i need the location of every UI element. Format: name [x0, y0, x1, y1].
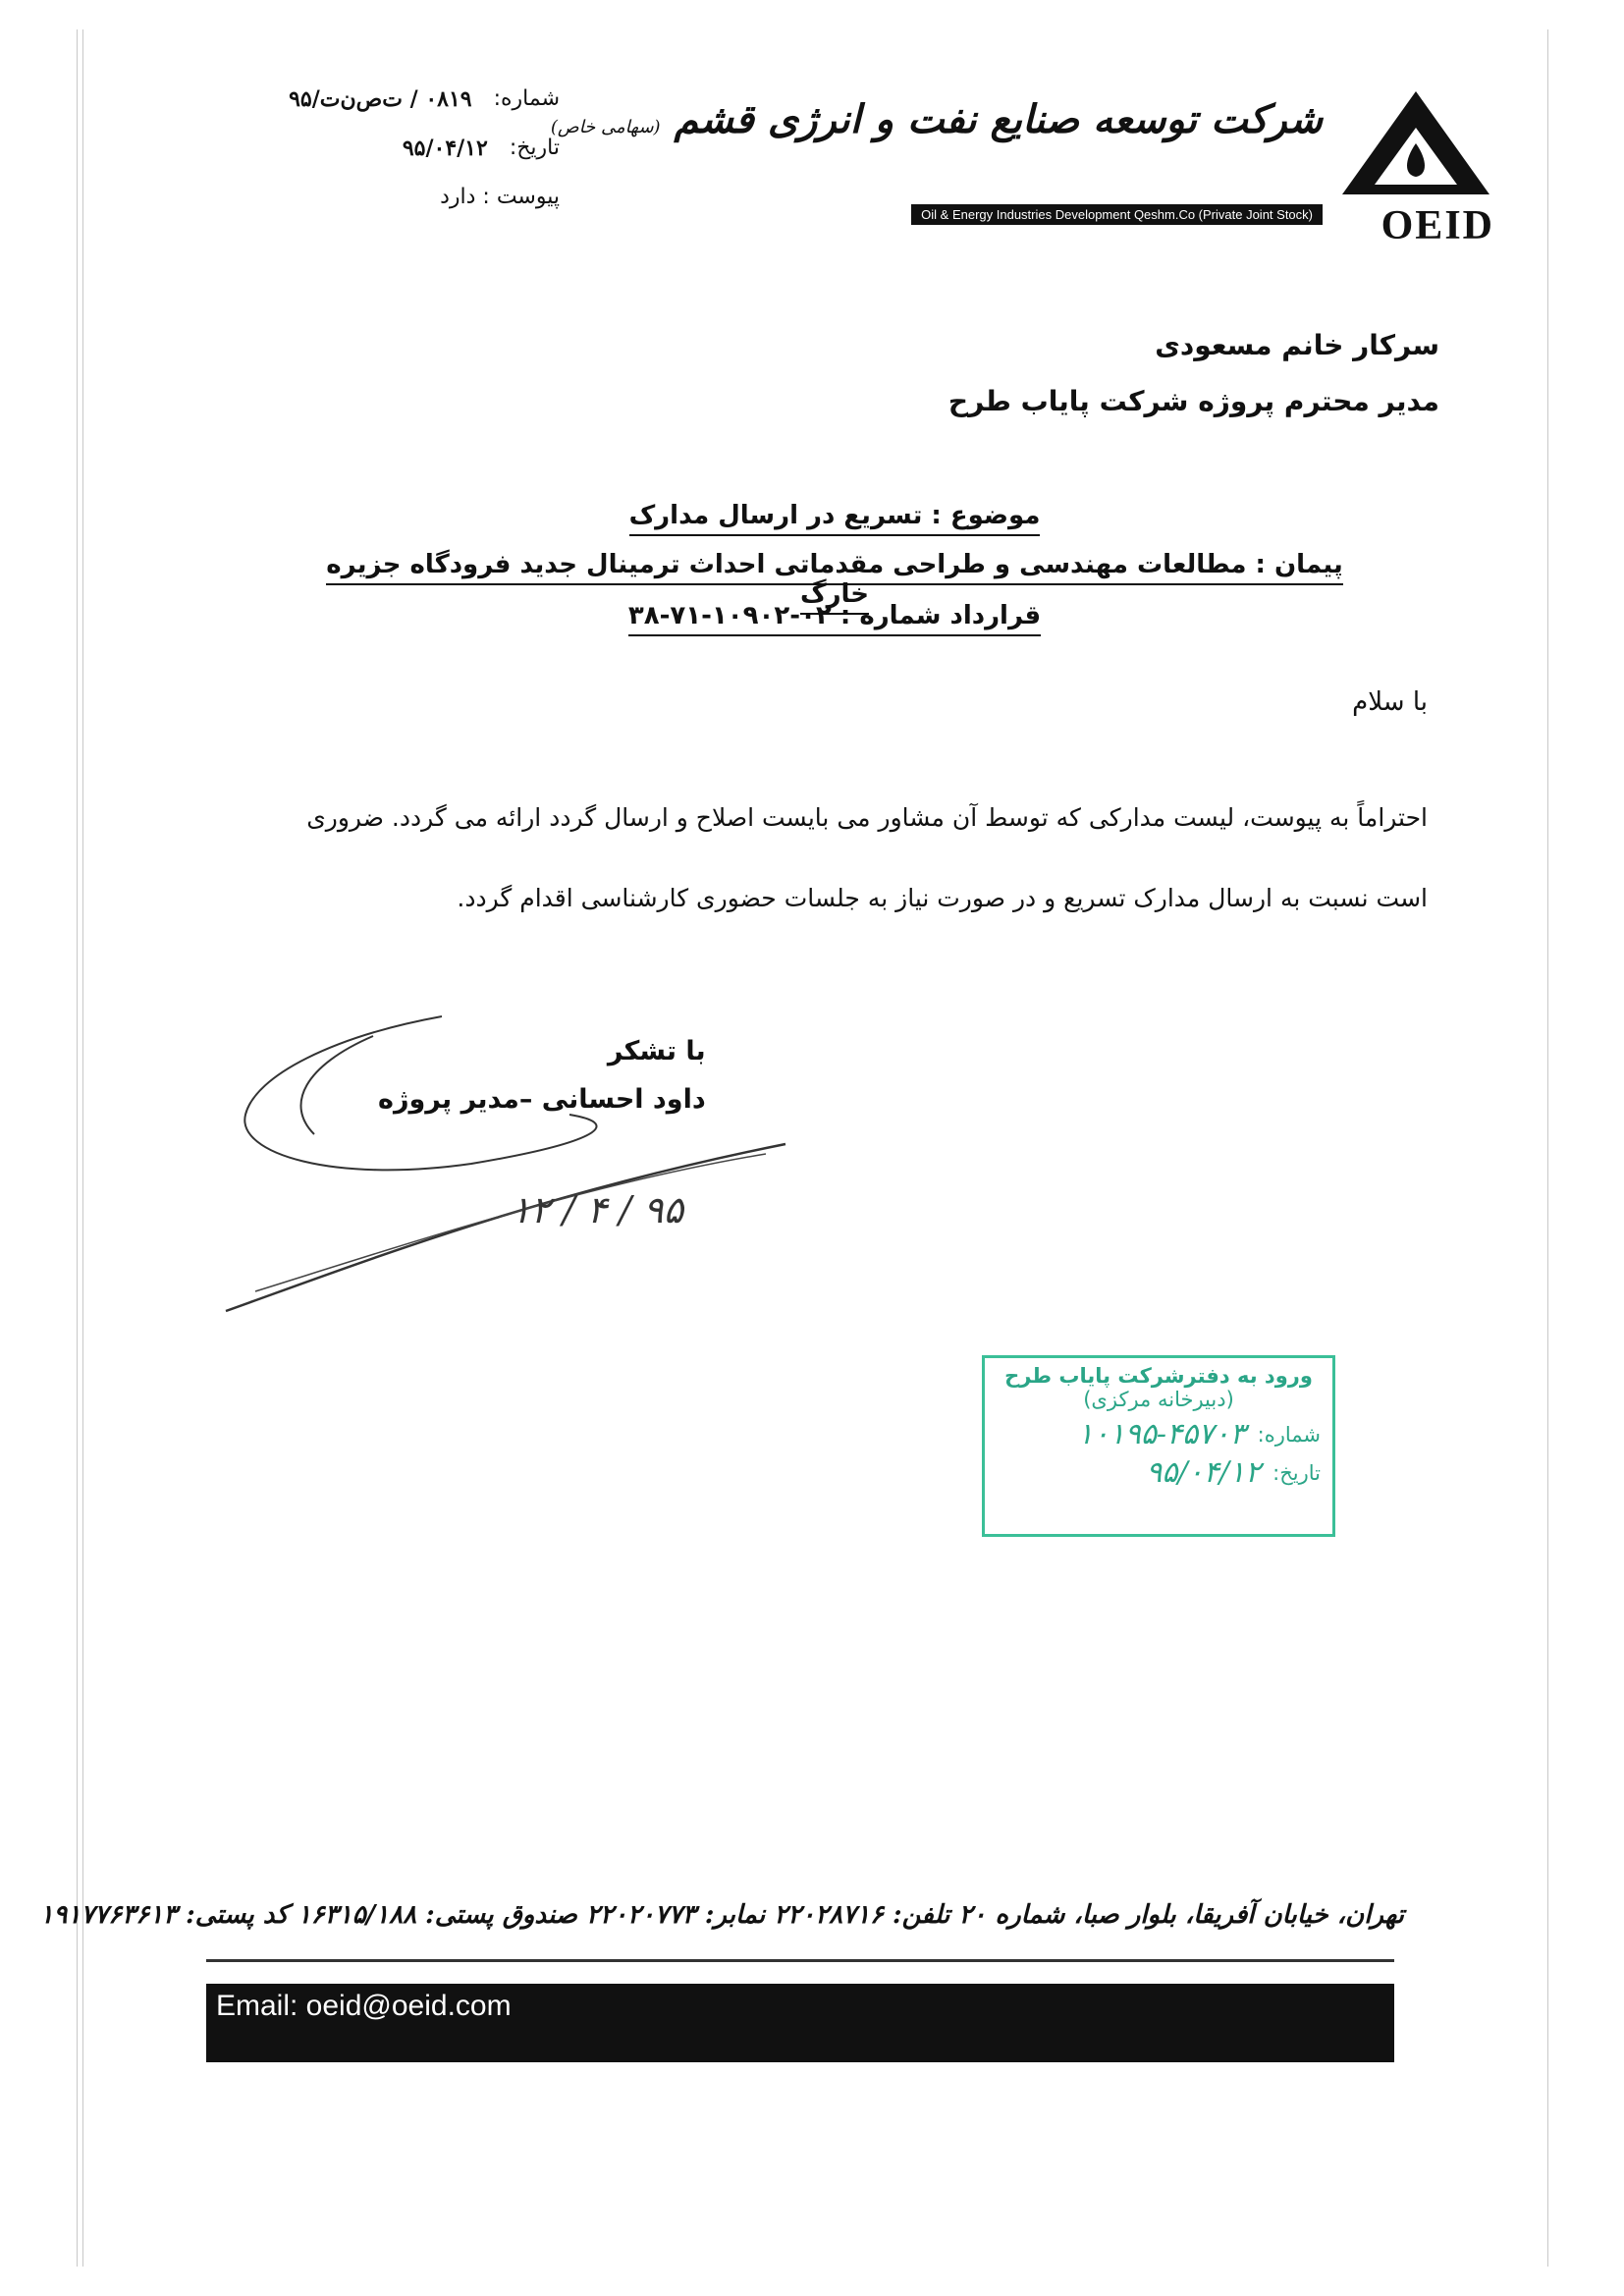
attachment-row: [226, 185, 560, 209]
stamp-number-value: ۱۰۱۹۵-۴۵۷۰۳: [1077, 1417, 1246, 1451]
logo-word: OEID: [1380, 203, 1494, 248]
company-logo-icon: [1337, 86, 1494, 204]
footer-divider: [206, 1959, 1394, 1962]
scan-edge-left: [77, 29, 78, 2267]
scan-edge-left-2: [82, 29, 83, 2267]
scan-edge-right: [1547, 29, 1548, 2267]
number-label: شماره:: [493, 86, 560, 111]
date-label: تاریخ:: [509, 136, 560, 160]
stamp-date-label: تاریخ:: [1272, 1460, 1321, 1485]
date-row: [226, 136, 560, 161]
stamp-number-row: [997, 1417, 1321, 1451]
footer-email: Email: oeid@oeid.com: [216, 1990, 512, 2022]
attachment-label: پیوست : دارد: [440, 185, 560, 209]
subject-contract-number-text: قرارداد شماره : ۰۲-۱۰۹۰۲-۷۱-۳۸: [628, 601, 1041, 636]
company-name-en: Oil & Energy Industries Development Qeshm.Co (Private Joint Stock): [911, 204, 1323, 225]
company-name-fa: شرکت توسعه صنایع نفت و انرژی قشم (سهامی خاص): [550, 96, 1323, 142]
closing: با تشکر: [607, 1036, 706, 1066]
stamp-number-label: شماره:: [1257, 1422, 1321, 1447]
subject-contract-scope: [295, 550, 1375, 609]
receipt-stamp: [982, 1355, 1335, 1537]
stamp-date-row: [997, 1455, 1321, 1490]
company-letterhead: [550, 86, 1494, 248]
subject-topic-text: موضوع : تسریع در ارسال مدارک: [629, 501, 1041, 536]
number-value: ۰۸۱۹ / ت‌ص‌ن‌ت/۹۵: [289, 86, 472, 112]
number-row: [226, 86, 560, 112]
subject-topic: [295, 501, 1375, 530]
subject-contract-scope-text: پیمان : مطالعات مهندسی و طراحی مقدماتی احداث ترمینال جدید فرودگاه جزیره خارگ: [326, 550, 1343, 615]
addressee: [948, 329, 1439, 441]
stamp-title: ورود به دفترشرکت پایاب طرح: [1004, 1364, 1313, 1388]
letter-meta: [226, 86, 560, 233]
footer-address: تهران، خیابان آفریقا، بلوار صبا، شماره ۲۰ تلفن: ۲۲۰۲۸۷۱۶ نمابر: ۲۲۰۲۰۷۷۳ صندوق پستی: ۱۶۳۱۵/۱۸۸ کد پستی: ۱۹۱۷۷۶۳۶۱۳: [39, 1900, 1404, 1930]
addressee-title: مدیر محترم پروژه شرکت پایاب طرح: [947, 385, 1439, 417]
greeting: با سلام: [1352, 687, 1428, 717]
body-line-1: احتراماً به پیوست، لیست مدارکی که توسط آن مشاور می بایست اصلاح و ارسال گردد ارائه می گردد. ضروری: [306, 803, 1428, 832]
date-value: ۹۵/۰۴/۱۲: [402, 136, 488, 161]
handwritten-signature-icon: [216, 997, 805, 1331]
signer-name: داود احسانی –مدیر پروژه: [378, 1084, 706, 1115]
handwritten-note: ۱۲ / ۴ / ۹۵: [511, 1188, 683, 1231]
company-type: (سهامی خاص): [550, 117, 661, 137]
stamp-date-value: ۹۵/۰۴/۱۲: [1146, 1455, 1262, 1490]
body-line-2: است نسبت به ارسال مدارک تسریع و در صورت نیاز به جلسات حضوری کارشناسی اقدام گردد.: [457, 884, 1428, 912]
addressee-name: سرکار خانم مسعودی: [1155, 329, 1439, 361]
subject-contract-number: [295, 601, 1375, 630]
stamp-subtitle: (دبیرخانه مرکزی): [1083, 1388, 1234, 1411]
